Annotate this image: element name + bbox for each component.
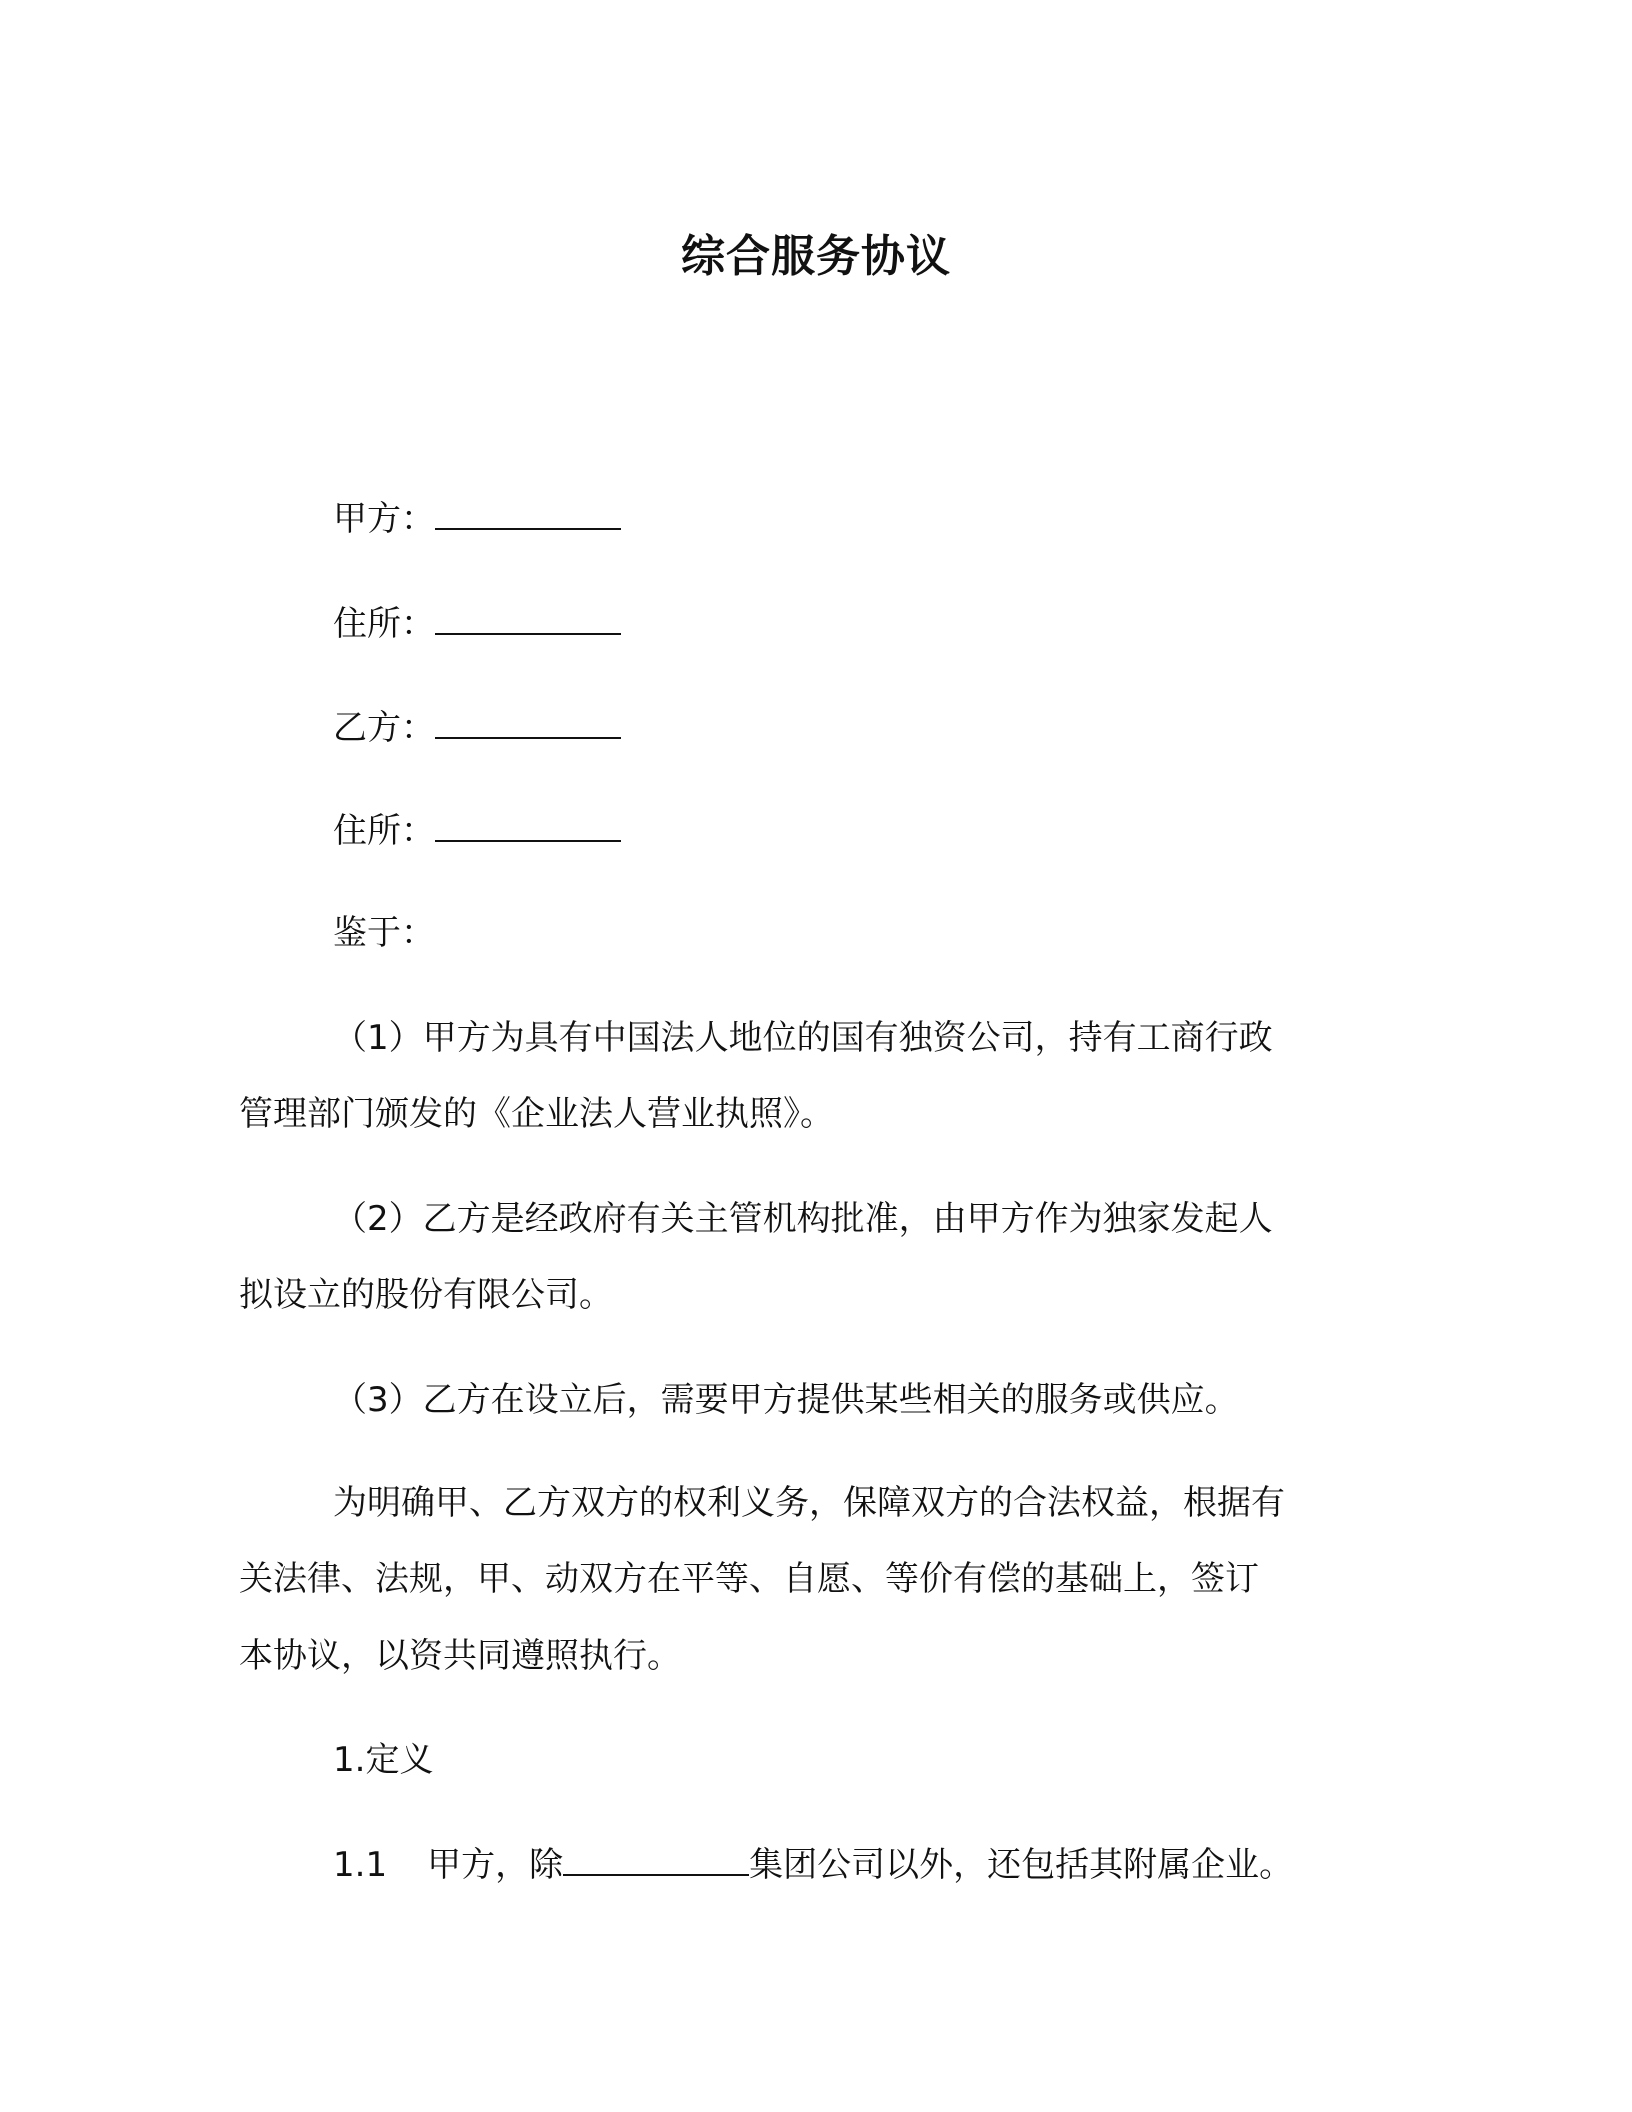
party-b-address-blank <box>435 810 621 842</box>
recital-2-line1: （2）乙方是经政府有关主管机构批准，由甲方作为独家发起人 <box>333 1199 1273 1239</box>
clause-1-1-before: 甲方，除 <box>427 1845 564 1885</box>
section-1-heading: 1.定义 <box>333 1740 434 1780</box>
party-a-line <box>333 498 621 539</box>
clause-1-1-after: 集团公司以外，还包括其附属企业。 <box>749 1845 1294 1885</box>
recital-1-line2: 管理部门颁发的《企业法人营业执照》。 <box>239 1094 834 1134</box>
party-a-address-line <box>333 603 621 644</box>
recital-1-line1: （1）甲方为具有中国法人地位的国有独资公司，持有工商行政 <box>333 1018 1273 1058</box>
purpose-line3: 本协议，以资共同遵照执行。 <box>239 1636 681 1676</box>
party-a-address-blank <box>435 603 621 635</box>
purpose-line1: 为明确甲、乙方双方的权利义务，保障双方的合法权益，根据有 <box>333 1483 1285 1523</box>
clause-1-1-blank <box>563 1844 749 1876</box>
party-b-address-line <box>333 810 621 851</box>
recital-3-line1: （3）乙方在设立后，需要甲方提供某些相关的服务或供应。 <box>333 1380 1239 1420</box>
party-b-address-label: 住所： <box>333 811 435 851</box>
party-b-line <box>333 707 621 748</box>
purpose-line2: 关法律、法规，甲、动双方在平等、自愿、等价有偿的基础上，签订 <box>239 1559 1259 1599</box>
whereas-label: 鉴于： <box>333 913 435 953</box>
document-title: 综合服务协议 <box>681 231 951 282</box>
party-a-address-label: 住所： <box>333 604 435 644</box>
clause-1-1 <box>333 1844 1293 1885</box>
party-b-label: 乙方： <box>333 708 435 748</box>
clause-1-1-number: 1.1 <box>333 1845 388 1885</box>
party-a-blank <box>435 498 621 530</box>
recital-2-line2: 拟设立的股份有限公司。 <box>239 1275 613 1315</box>
party-a-label: 甲方： <box>333 499 435 539</box>
party-b-blank <box>435 707 621 739</box>
